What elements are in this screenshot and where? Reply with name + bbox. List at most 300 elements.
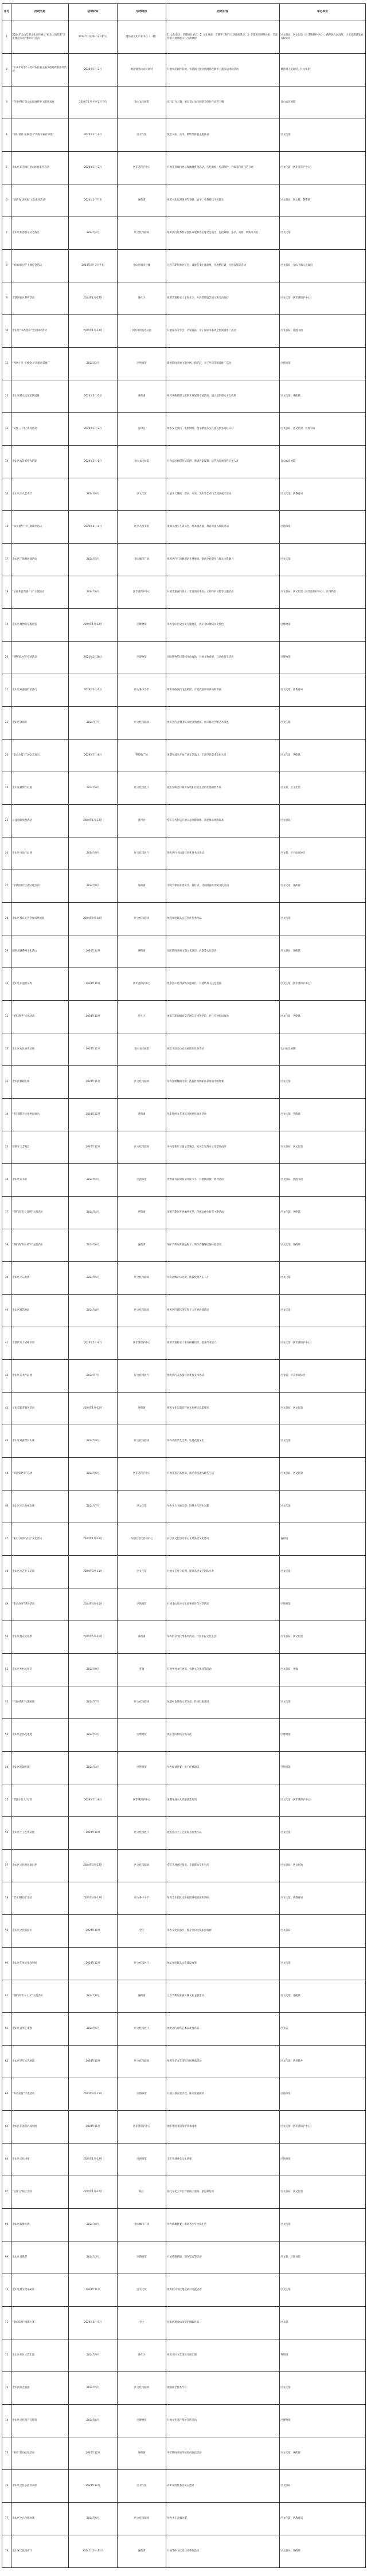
table-row	[2, 935, 366, 968]
row-index-cell: 18	[2, 576, 11, 609]
row-index-cell: 62	[2, 2013, 11, 2046]
row-index-cell: 61	[2, 1980, 11, 2013]
row-index-cell: 45	[2, 1458, 11, 1490]
activity-time-cell: 2024年6月-8月	[69, 511, 118, 544]
activity-place-cell: 区文化馆	[118, 1556, 166, 1588]
activity-place-cell: 各村居	[118, 413, 166, 446]
activity-name-cell: 金山区青年艺术展	[11, 2013, 69, 2046]
row-index-cell: 1	[2, 21, 11, 54]
activity-content-cell: 国庆期间开展主题文艺演出、展览等文化活动	[166, 935, 280, 968]
activity-time-cell: 2024年5月18日	[69, 642, 118, 674]
activity-place-cell: 区博物馆	[118, 2405, 166, 2437]
row-index-cell: 50	[2, 1621, 11, 1654]
table-row	[2, 837, 366, 870]
row-index-cell: 37	[2, 1197, 11, 1229]
activity-time-cell: 2024年1月中旬-2月下旬	[69, 86, 118, 119]
activity-time-cell: 2024年9月	[69, 870, 118, 903]
activity-name-cell: 金山区器乐展演	[11, 1295, 69, 1327]
organizer-cell: 区文联	[280, 2013, 366, 2046]
table-row	[2, 21, 366, 54]
activity-name-cell: “春风十里 书香金山”新春阅读推广	[11, 348, 69, 380]
row-index-cell: 28	[2, 903, 11, 935]
activity-place-cell: 金山农民画院	[118, 1033, 166, 1066]
activity-place-cell: 区非遗保护中心	[118, 968, 166, 1001]
activity-name-cell: 金山区博物馆专题展览	[11, 609, 69, 642]
organizer-cell: 区文化馆、区老龄办	[280, 2046, 366, 2078]
activity-content-cell: 组织非遗传承人走进社区，开展非遗技艺展示和互动体验	[166, 282, 280, 315]
organizer-cell: 区文化馆	[280, 1295, 366, 1327]
activity-name-cell: 金山区声乐大赛	[11, 1262, 69, 1295]
table-row	[2, 2437, 366, 2470]
activity-name-cell: 金山区手工艺作品展	[11, 1817, 69, 1850]
row-index-cell: 76	[2, 2470, 11, 2503]
table-row	[2, 1001, 366, 1033]
activity-content-cell: 展出书法、美术、摄影等新春主题作品	[166, 119, 280, 152]
activity-content-cell: 以“龙”为主题，展出金山农民画新春创作作品若干幅	[166, 86, 280, 119]
activity-name-cell: “我们的节日·端午”主题活动	[11, 1229, 69, 1262]
activity-name-cell: 金山区文化讲座	[11, 2144, 69, 2176]
activity-place-cell: 区文化馆剧场	[118, 1850, 166, 1882]
table-row	[2, 86, 366, 119]
activity-content-cell: 组织老年文艺团队开展展演活动	[166, 2046, 280, 2078]
organizer-cell: 区文旅局、区文化馆	[280, 2176, 366, 2209]
activity-time-cell: 2024年12月	[69, 1948, 118, 1980]
activity-name-cell: 金山区合唱节	[11, 707, 69, 740]
activity-content-cell: 全年开展惠民演出，丰富群众文化生活	[166, 1850, 280, 1882]
row-index-cell: 6	[2, 184, 11, 217]
row-index-cell: 56	[2, 1817, 11, 1850]
activity-time-cell: 2024年6月	[69, 576, 118, 609]
activity-name-cell: 金山区书法作品展	[11, 837, 69, 870]
activity-place-cell: 各街镇	[118, 1980, 166, 2013]
activity-name-cell: “我们的节日·清明”主题活动	[11, 1197, 69, 1229]
activity-name-cell: 金山区农民画作品展	[11, 1033, 69, 1066]
activity-time-cell: 2024年6月-9月	[69, 2307, 118, 2339]
activity-time-cell: 2024年1月下旬	[69, 184, 118, 217]
row-index-cell: 35	[2, 1131, 11, 1164]
activity-name-cell: 金山区群文理论研讨	[11, 2274, 69, 2307]
activity-content-cell: 开展乡村文化展演、农耕文化体验等活动	[166, 1654, 280, 1686]
activity-content-cell: 中秋节期间开展赏月、猜灯谜、诗词朗诵等传统文化活动	[166, 870, 280, 903]
row-index-cell: 78	[2, 2535, 11, 2568]
activity-time-cell: 2024年3月-6月	[69, 674, 118, 707]
activity-name-cell: “博物馆之夜”夜场活动	[11, 642, 69, 674]
row-index-cell: 13	[2, 413, 11, 446]
activity-time-cell: 2024年8月	[69, 2209, 118, 2241]
organizer-cell: 区文化馆、各街镇	[280, 1099, 366, 1131]
organizer-cell: 区文旅局、区文联、各街镇	[280, 184, 366, 217]
activity-place-cell: 各街镇	[118, 1393, 166, 1425]
organizer-cell: 区文联、区图书馆	[280, 2241, 366, 2274]
organizer-cell: 区文化馆	[280, 2209, 366, 2241]
activity-time-cell: 2024年1月-12月	[69, 609, 118, 642]
activity-name-cell: 金山区民俗文化展	[11, 1719, 69, 1752]
table-row	[2, 2078, 366, 2111]
activity-time-cell: 2024年1月-12月	[69, 805, 118, 837]
organizer-cell: 区文化馆（区非遗保护中心）	[280, 2111, 366, 2144]
row-index-cell: 67	[2, 2176, 11, 2209]
activity-place-cell: 金山区城市沙滩	[118, 250, 166, 282]
activity-name-cell: “书香家庭”评选活动	[11, 2078, 69, 2111]
activity-place-cell: 区文化馆	[118, 1490, 166, 1523]
activity-content-cell: 举办区级声乐比赛，选拔优秀声乐人才	[166, 1262, 280, 1295]
activity-content-cell: 国际博物馆日期间开放夜场，开展文物讲解、互动体验等活动	[166, 642, 280, 674]
organizer-cell: 区文化馆、各街镇	[280, 380, 366, 413]
organizer-cell: 区文旅局、区文化馆	[280, 1850, 366, 1882]
organizer-cell: 区文化馆（区非遗保护中心）	[280, 152, 366, 184]
organizer-cell: 区文化馆	[280, 119, 366, 152]
organizer-cell: 区文化馆	[280, 2372, 366, 2405]
activity-place-cell: 区非遗保护中心	[118, 152, 166, 184]
activity-time-cell: 2024年2月	[69, 217, 118, 250]
activity-time-cell: 2024年12月	[69, 2470, 118, 2503]
organizer-cell: 区文化馆	[280, 1948, 366, 1980]
organizer-cell: 区文联、区书法家协会	[280, 837, 366, 870]
activity-content-cell: 举办区级舞蹈比赛，选拔优秀舞蹈作品参加市级比赛	[166, 1066, 280, 1099]
activity-content-cell: 展示金山传统民俗文化	[166, 1719, 280, 1752]
row-index-cell: 65	[2, 2111, 11, 2144]
activity-name-cell: 金山区戏曲进校园活动	[11, 674, 69, 707]
row-index-cell: 69	[2, 2241, 11, 2274]
table-row	[2, 1915, 366, 1948]
table-row	[2, 2144, 366, 2176]
activity-content-cell: 组织文化志愿者开展文化惠民志愿服务	[166, 1393, 280, 1425]
table-row	[2, 380, 366, 413]
activity-place-cell: 区少儿图书馆	[118, 511, 166, 544]
activity-name-cell: 金山区舞蹈大赛	[11, 1066, 69, 1099]
organizer-cell: 区文化馆	[280, 2274, 366, 2307]
row-index-cell: 7	[2, 217, 11, 250]
activity-content-cell: 开展非遗宣传展示、非遗项目体验、文物保护宣传等主题活动	[166, 576, 280, 609]
row-index-cell: 40	[2, 1295, 11, 1327]
table-row	[2, 2372, 366, 2405]
row-index-cell: 51	[2, 1654, 11, 1686]
activity-place-cell: 区图书馆	[118, 2241, 166, 2274]
activity-name-cell: “文化云”线上活动	[11, 2176, 69, 2209]
table-row	[2, 413, 366, 446]
activity-name-cell: “辞旧迎新 福满金山”新春书画作品展	[11, 119, 69, 152]
organizer-cell: 区文化馆	[280, 217, 366, 250]
activity-time-cell: 2024年9月-10月	[69, 903, 118, 935]
row-index-cell: 12	[2, 380, 11, 413]
organizer-cell: 区文化馆	[280, 903, 366, 935]
row-index-cell: 74	[2, 2405, 11, 2437]
activity-time-cell: 2024年7月	[69, 707, 118, 740]
activity-content-cell: 依托文化云平台开展线上展演、展览和培训	[166, 2176, 280, 2209]
organizer-cell: 区文化馆、各街镇	[280, 740, 366, 772]
activity-name-cell: 金山区农民画创作培训	[11, 446, 69, 478]
activity-name-cell: 金山区年度文化成果展	[11, 1948, 69, 1980]
table-row	[2, 1425, 366, 1458]
row-index-cell: 17	[2, 544, 11, 576]
activity-name-cell: 金山区文化旅游节	[11, 1915, 69, 1948]
activity-place-cell: 区文化馆	[118, 119, 166, 152]
organizer-cell: 枫泾镇人民政府、区文化馆	[280, 54, 366, 86]
activity-time-cell: 2024年1月-12月	[69, 282, 118, 315]
activity-name-cell: “金山印象”摄影大赛	[11, 2307, 69, 2339]
table-row	[2, 1197, 366, 1229]
activity-content-cell: 开展书香家庭评选，推动家庭阅读	[166, 2078, 280, 2111]
activity-content-cell: 展演年度群众文艺创作优秀作品	[166, 903, 280, 935]
activity-place-cell: 区图书馆	[118, 2144, 166, 2176]
table-row	[2, 1686, 366, 1719]
table-row	[2, 1588, 366, 1621]
activity-content-cell: 组织文艺演出、电影放映、图书赠送等文化惠民服务进村入户	[166, 413, 280, 446]
activity-time-cell: 2024年3月-12月	[69, 1850, 118, 1882]
row-index-cell: 48	[2, 1556, 11, 1588]
table-row	[2, 1882, 366, 1915]
activity-name-cell: 金山区老年文艺展演	[11, 2046, 69, 2078]
activity-place-cell: 各街镇	[118, 2535, 166, 2568]
activity-content-cell: 举办朗诵比赛，推广经典诵读	[166, 1752, 280, 1784]
table-row	[2, 1523, 366, 1556]
organizer-cell: 区文旅局、区文化馆	[280, 1621, 366, 1654]
activity-time-cell: 2024年8月	[69, 772, 118, 805]
table-row	[2, 184, 366, 217]
activity-name-cell: 金山区少儿书画比赛	[11, 1490, 69, 1523]
activity-time-cell: 2024年1月-12月	[69, 1523, 118, 1556]
organizer-cell: 区文旅局、各街镇	[280, 935, 366, 968]
activity-place-cell: 区图书馆	[118, 1164, 166, 1197]
activity-schedule-table	[2, 3, 366, 2568]
row-index-cell: 15	[2, 478, 11, 511]
activity-name-cell: 公益电影放映活动	[11, 805, 69, 837]
activity-content-cell: 冬至期间开展传统民俗体验活动	[166, 2437, 280, 2470]
activity-place-cell: 金山城市广场	[118, 544, 166, 576]
row-index-cell: 20	[2, 642, 11, 674]
activity-place-cell: 区非遗保护中心	[118, 1458, 166, 1490]
activity-name-cell: 金山区少儿艺术节	[11, 478, 69, 511]
activity-place-cell: 各社区	[118, 2339, 166, 2372]
organizer-cell: 区文化馆	[280, 1425, 366, 1458]
table-row	[2, 1948, 366, 1980]
activity-name-cell: “我们的节日·七夕”主题活动	[11, 1980, 69, 2013]
activity-name-cell: 国庆主题系列文化活动	[11, 935, 69, 968]
row-index-cell: 54	[2, 1752, 11, 1784]
table-row	[2, 250, 366, 282]
organizer-cell: 区博物馆	[280, 642, 366, 674]
activity-time-cell: 2024年2月	[69, 348, 118, 380]
row-index-cell: 21	[2, 674, 11, 707]
activity-name-cell: 金山区非遗项目展示体验系列活动	[11, 152, 69, 184]
activity-place-cell: 各街镇	[118, 1197, 166, 1229]
row-index-cell: 9	[2, 282, 11, 315]
activity-content-cell: 组织群众文化理论研讨交流活动	[166, 2274, 280, 2307]
activity-name-cell: 金山区读书节	[11, 1164, 69, 1197]
activity-time-cell: 2024年8月	[69, 1980, 118, 2013]
activity-place-cell: 区文化馆展厅	[118, 1360, 166, 1393]
activity-content-cell: 组织区内优秀群文团队开展新春主题文艺演出，包括舞蹈、小品、戏曲、歌曲等节目	[166, 217, 280, 250]
activity-content-cell: 暑期每周末开展广场文艺演出，丰富市民夏季文化生活	[166, 740, 280, 772]
activity-content-cell: 全年在各村居开展公益电影放映，满足群众观影需求	[166, 805, 280, 837]
activity-time-cell: 2024年10月	[69, 968, 118, 1001]
organizer-cell: 区文化馆（区非遗保护中心）	[280, 1784, 366, 1817]
organizer-cell: 区文化馆	[280, 1686, 366, 1719]
row-index-cell: 38	[2, 1229, 11, 1262]
activity-name-cell: 迎新年文艺晚会	[11, 1131, 69, 1164]
activity-place-cell: 区文化馆展厅	[118, 2013, 166, 2046]
organizer-cell: 区文化馆、各街镇	[280, 1001, 366, 1033]
table-row	[2, 544, 366, 576]
activity-name-cell: 金山区街舞大赛	[11, 2209, 69, 2241]
activity-time-cell: 2024年4月-10月	[69, 1588, 118, 1621]
activity-content-cell: 集中展示区内各级非遗项目，开展传承人技艺展演	[166, 968, 280, 1001]
table-row	[2, 2176, 366, 2209]
row-index-cell: 14	[2, 446, 11, 478]
organizer-cell: 区文化馆、各街镇	[280, 1197, 366, 1229]
activity-place-cell: 区文化馆剧场	[118, 1066, 166, 1099]
table-row	[2, 2405, 366, 2437]
activity-place-cell: 区博物馆	[118, 642, 166, 674]
activity-time-cell: 2024年1月-2月	[69, 54, 118, 86]
row-index-cell: 29	[2, 935, 11, 968]
activity-content-cell: 开展农民画作品展、农民画主题文创展销及新年主题互动体验活动	[166, 54, 280, 86]
activity-content-cell: 展出区内美术爱好者优秀美术作品	[166, 1360, 280, 1393]
row-index-cell: 49	[2, 1588, 11, 1621]
activity-time-cell: 2024年1月-2月	[69, 119, 118, 152]
activity-place-cell: 漕泾镇文化产业中心（一楼）	[118, 21, 166, 54]
activity-time-cell: 2024年4月	[69, 1164, 118, 1197]
organizer-cell: 区文化馆	[280, 1262, 366, 1295]
activity-name-cell: “阅享童年”少儿阅读季活动	[11, 511, 69, 544]
table-row	[2, 54, 366, 86]
activity-content-cell: 1. 文化活动：非遗项目展示；2. 文化体验：非遗手工制作互动体验活动；3. 非遗项目进阶体验：非遗传承人现场展示与互动体验	[166, 21, 280, 54]
activity-time-cell: 2024年9月	[69, 1425, 118, 1458]
row-index-cell: 2	[2, 54, 11, 86]
activity-name-cell: “文化和自然遗产日”主题活动	[11, 576, 69, 609]
activity-time-cell: 2024年1月20日-2月17日	[69, 21, 118, 54]
organizer-cell: 区文旅局、各街镇	[280, 2535, 366, 2568]
header-cell-organizer: 举办单位	[280, 4, 366, 21]
activity-name-cell: “冬至”民俗文化活动	[11, 2437, 69, 2470]
activity-place-cell: 区文化馆剧场	[118, 2503, 166, 2535]
activity-name-cell: “中秋团圆”主题文化活动	[11, 870, 69, 903]
activity-place-cell: 各街镇	[118, 1621, 166, 1654]
activity-content-cell: 组织书法家现场书写春联、福字，免费赠送市民群众	[166, 184, 280, 217]
activity-time-cell: 2024年7月	[69, 1360, 118, 1393]
row-index-cell: 32	[2, 1033, 11, 1066]
activity-place-cell: 区文化馆	[118, 478, 166, 511]
activity-time-cell: 2024年6月	[69, 1458, 118, 1490]
organizer-cell: 区文化馆	[280, 707, 366, 740]
activity-time-cell: 2024年7月	[69, 1490, 118, 1523]
activity-time-cell: 2024年3月-12月	[69, 1882, 118, 1915]
row-index-cell: 60	[2, 1948, 11, 1980]
organizer-cell: 各街镇	[280, 1523, 366, 1556]
activity-content-cell: 举办文化旅游节，推介金山文化旅游资源	[166, 1915, 280, 1948]
table-row	[2, 2209, 366, 2241]
organizer-cell: 区图书馆	[280, 511, 366, 544]
row-index-cell: 59	[2, 1915, 11, 1948]
activity-content-cell: 展出区内书法爱好者优秀书法作品	[166, 837, 280, 870]
organizer-cell: 区文化馆、区教育局	[280, 674, 366, 707]
table-row	[2, 740, 366, 772]
activity-place-cell: 各社区文化活动中心	[118, 1523, 166, 1556]
table-row	[2, 609, 366, 642]
activity-content-cell: 开设农民画创作培训班，邀请名家授课，培养农民画创作后备人才	[166, 446, 280, 478]
activity-time-cell: 2024年7月	[69, 1686, 118, 1719]
activity-place-cell: 各社区	[118, 1001, 166, 1033]
row-index-cell: 53	[2, 1719, 11, 1752]
activity-place-cell: 区文化馆剧场	[118, 903, 166, 935]
table-row	[2, 1719, 366, 1752]
row-index-cell: 22	[2, 707, 11, 740]
organizer-cell: 区文旅局	[280, 805, 366, 837]
row-index-cell: 8	[2, 250, 11, 282]
table-row	[2, 1752, 366, 1784]
organizer-cell: 各街镇	[280, 2339, 366, 2372]
activity-place-cell: 区非遗保护中心	[118, 576, 166, 609]
activity-name-cell: 金山区群众文化团队展演	[11, 380, 69, 413]
activity-place-cell: 区文化馆剧场	[118, 2372, 166, 2405]
activity-content-cell: 展出年度金山农民画创作优秀作品	[166, 1033, 280, 1066]
activity-content-cell: 举办街舞比赛，丰富青少年文化生活	[166, 2209, 280, 2241]
activity-content-cell: 开展非遗项目展示和体验系列活动，包括剪纸、灯彩制作、竹编等传统技艺互动	[166, 152, 280, 184]
activity-time-cell: 2024年4月	[69, 1752, 118, 1784]
table-row	[2, 2013, 366, 2046]
row-index-cell: 3	[2, 86, 11, 119]
activity-place-cell: 区文化馆	[118, 2274, 166, 2307]
activity-place-cell: 区文化馆剧场	[118, 1131, 166, 1164]
table-row	[2, 2470, 366, 2503]
organizer-cell: 金山农民画院	[280, 446, 366, 478]
table-row	[2, 1131, 366, 1164]
activity-place-cell: 区文化馆剧场	[118, 1686, 166, 1719]
activity-place-cell: 各街镇广场	[118, 740, 166, 772]
activity-time-cell: 2024年5月	[69, 544, 118, 576]
activity-place-cell: 金山城市广场	[118, 2209, 166, 2241]
activity-time-cell: 2024年1月-12月	[69, 1393, 118, 1425]
activity-name-cell: “金山之夏”广场文艺演出	[11, 740, 69, 772]
activity-content-cell: 展演红色经典文艺作品，传承红色基因	[166, 1686, 280, 1719]
row-index-cell: 71	[2, 2307, 11, 2339]
table-row	[2, 1654, 366, 1686]
row-index-cell: 19	[2, 609, 11, 642]
activity-time-cell: 2024年12月	[69, 1099, 118, 1131]
activity-name-cell: 金山区曲艺展演	[11, 2372, 69, 2405]
activity-content-cell: 清明节期间开展缅怀先烈、传统文化体验等主题活动	[166, 1197, 280, 1229]
activity-place-cell: 区文化馆剧场	[118, 707, 166, 740]
activity-name-cell: “非遗小传人”培训	[11, 1784, 69, 1817]
organizer-cell: 区文旅局	[280, 1915, 366, 1948]
row-index-cell: 63	[2, 2046, 11, 2078]
activity-name-cell: 文化志愿者服务活动	[11, 1393, 69, 1425]
table-row	[2, 1458, 366, 1490]
activity-time-cell: 2024年4月	[69, 1197, 118, 1229]
activity-content-cell: 举办群众文化季系列活动，丰富市民文化生活	[166, 1621, 280, 1654]
header-cell-place: 活动地点	[118, 4, 166, 21]
organizer-cell: 区文旅局、区文化馆	[280, 1131, 366, 1164]
table-row	[2, 1360, 366, 1393]
activity-content-cell: 元宵节期间举办灯会，设置各类主题灯组，开展猜灯谜、民俗表演等活动	[166, 250, 280, 282]
row-index-cell: 68	[2, 2209, 11, 2241]
activity-place-cell: 各社区	[118, 282, 166, 315]
row-index-cell: 55	[2, 1784, 11, 1817]
activity-time-cell: 2024年12月	[69, 2437, 118, 2470]
activity-name-cell: 金山区美术作品展	[11, 1360, 69, 1393]
activity-place-cell: 各村居	[118, 805, 166, 837]
activity-name-cell: “欢乐闹元宵”主题灯会活动	[11, 250, 69, 282]
organizer-cell: 区文化馆、各街镇	[280, 1229, 366, 1262]
table-row	[2, 446, 366, 478]
activity-time-cell: 2024年9月	[69, 2339, 118, 2372]
activity-time-cell: 2024年10月	[69, 1817, 118, 1850]
row-index-cell: 26	[2, 837, 11, 870]
activity-name-cell: “文化三下乡”系列活动	[11, 413, 69, 446]
activity-name-cell: 金山区戏曲票友大赛	[11, 1425, 69, 1458]
organizer-cell: 区文旅局、区文化馆、区图书馆	[280, 413, 366, 446]
organizer-cell: 区文化馆（区非遗保护中心）	[280, 282, 366, 315]
